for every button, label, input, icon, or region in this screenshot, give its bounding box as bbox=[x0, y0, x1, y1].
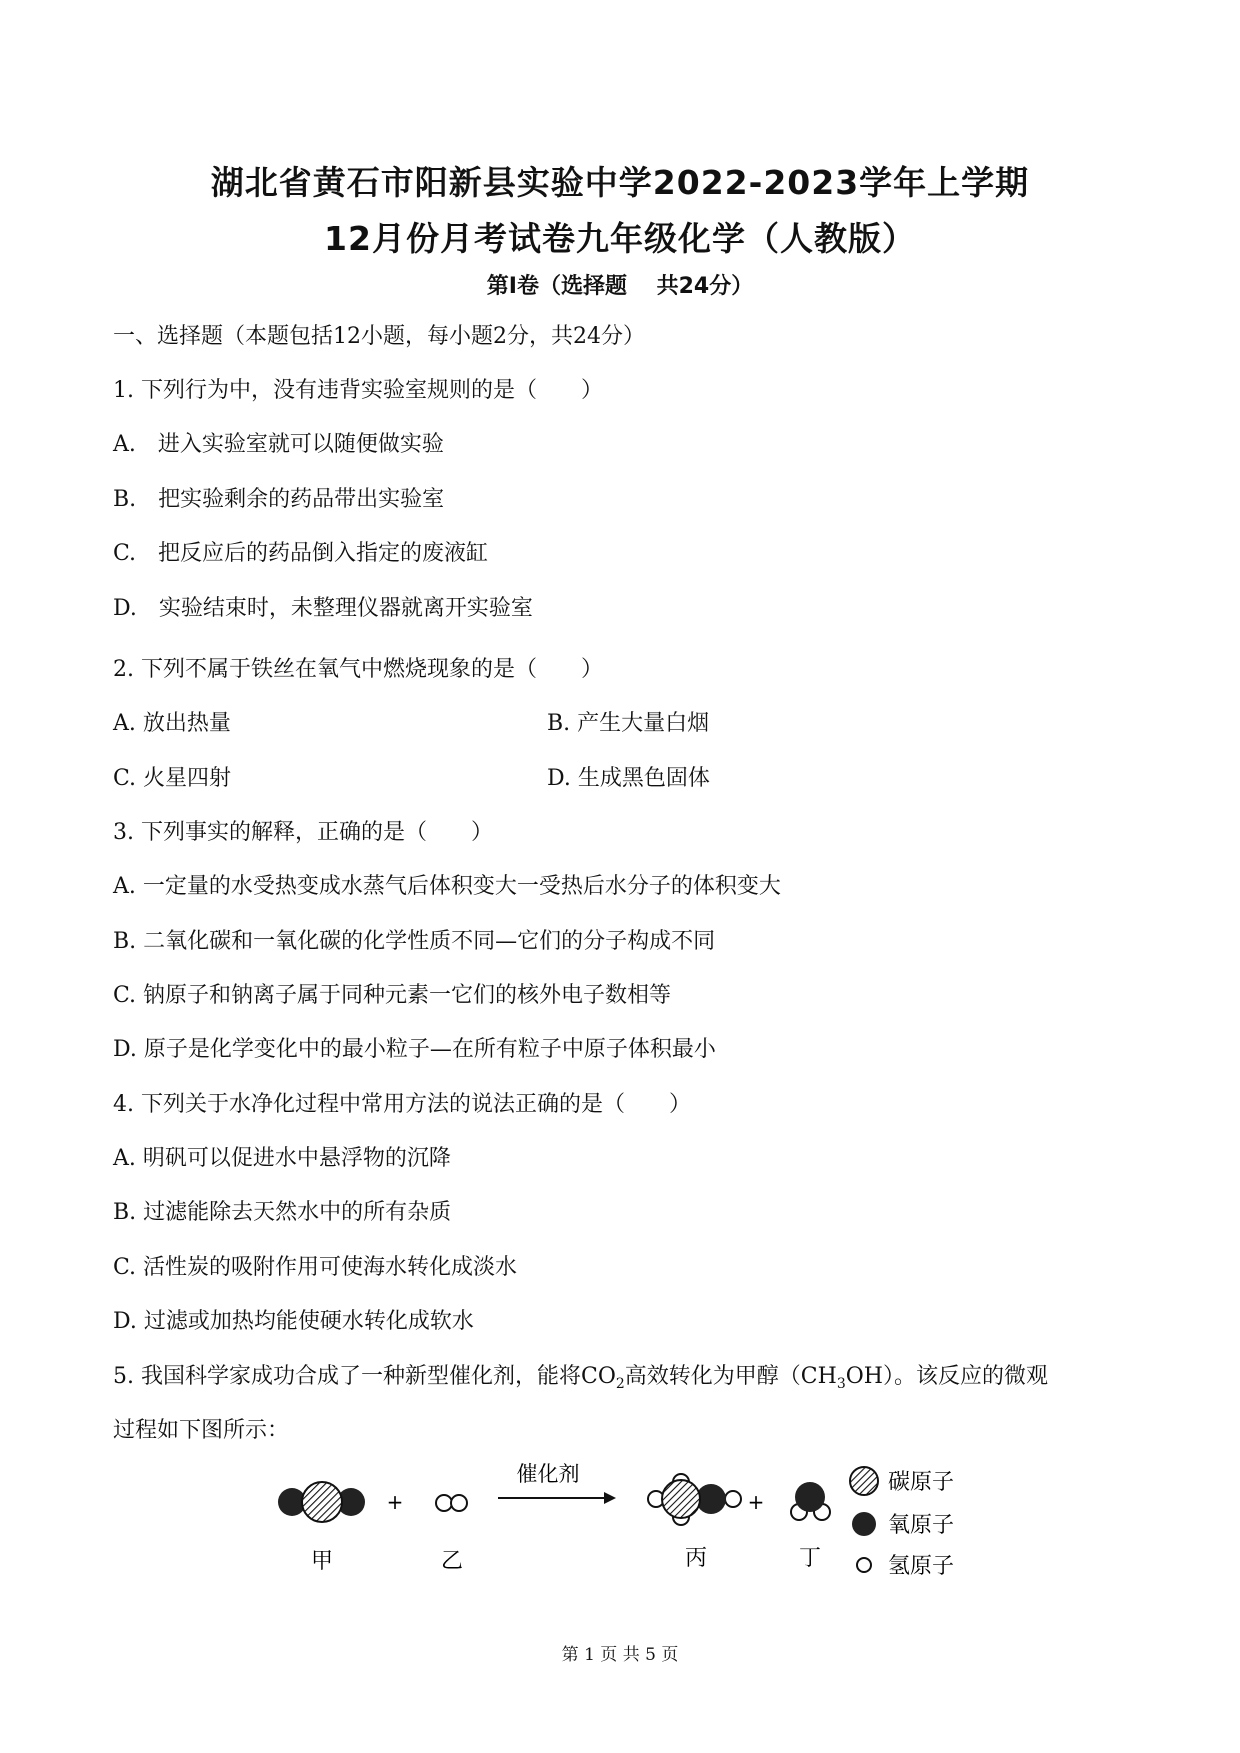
legend-hydrogen-swatch bbox=[857, 1558, 871, 1572]
section-header: 第Ⅰ卷（选择题 共24分） bbox=[486, 274, 754, 299]
molecule-yi-h2 bbox=[436, 1495, 467, 1511]
page-footer: 第 1 页 共 5 页 bbox=[561, 1645, 679, 1665]
legend-carbon-label: 碳原子 bbox=[888, 1470, 955, 1495]
question-4-option-c: C. 活性炭的吸附作用可使海水转化成淡水 bbox=[113, 1255, 518, 1280]
exam-title-line1: 湖北省黄石市阳新县实验中学2022-2023学年上学期 bbox=[210, 163, 1030, 202]
question-2-option-d: D. 生成黑色固体 bbox=[547, 766, 710, 791]
molecule-ding-h2o bbox=[791, 1482, 830, 1520]
molecule-jia-co2 bbox=[278, 1482, 365, 1522]
label-bing: 丙 bbox=[684, 1546, 708, 1571]
question-4-option-b: B. 过滤能除去天然水中的所有杂质 bbox=[113, 1200, 452, 1225]
legend-oxygen-swatch bbox=[852, 1512, 876, 1536]
question-2-stem: 2. 下列不属于铁丝在氧气中燃烧现象的是（ ） bbox=[113, 657, 603, 682]
question-4-option-d: D. 过滤或加热均能使硬水转化成软水 bbox=[113, 1309, 474, 1334]
question-2-option-b: B. 产生大量白烟 bbox=[547, 711, 710, 736]
question-5-stem bbox=[113, 1362, 1048, 1399]
exam-title-line2: 12月份月考试卷九年级化学（人教版） bbox=[324, 219, 916, 258]
question-3-option-c: C. 钠原子和钠离子属于同种元素一它们的核外电子数相等 bbox=[113, 983, 672, 1008]
question-5-text-part2: 高效转化为甲醇（CH bbox=[624, 1364, 837, 1389]
legend-hydrogen-label: 氢原子 bbox=[888, 1554, 955, 1579]
reaction-microscopic-diagram bbox=[0, 1455, 1240, 1595]
reaction-arrowhead bbox=[604, 1492, 616, 1504]
label-ding: 丁 bbox=[798, 1546, 822, 1571]
molecule-bing-ch3oh bbox=[648, 1474, 741, 1525]
question-3-option-a: A. 一定量的水受热变成水蒸气后体积变大一受热后水分子的体积变大 bbox=[113, 874, 781, 899]
question-1-option-a: A. 进入实验室就可以随便做实验 bbox=[113, 432, 444, 457]
question-3-option-d: D. 原子是化学变化中的最小粒子—在所有粒子中原子体积最小 bbox=[113, 1037, 716, 1062]
question-1-stem: 1. 下列行为中，没有违背实验室规则的是（ ） bbox=[113, 378, 603, 403]
legend-carbon-swatch bbox=[850, 1467, 878, 1495]
part-one-instruction: 一、选择题（本题包括12小题，每小题2分，共24分） bbox=[113, 324, 645, 349]
co2-subscript: 2 bbox=[615, 1376, 625, 1392]
question-4-option-a: A. 明矾可以促进水中悬浮物的沉降 bbox=[113, 1146, 451, 1171]
question-2-option-c: C. 火星四射 bbox=[113, 766, 232, 791]
catalyst-label: 催化剂 bbox=[516, 1462, 580, 1486]
question-3-stem: 3. 下列事实的解释，正确的是（ ） bbox=[113, 820, 493, 845]
question-5-stem-line2: 过程如下图所示： bbox=[113, 1418, 290, 1443]
label-jia: 甲 bbox=[310, 1549, 334, 1574]
plus-sign-1: + bbox=[386, 1490, 404, 1514]
label-yi: 乙 bbox=[440, 1549, 464, 1574]
question-2-option-a: A. 放出热量 bbox=[113, 711, 231, 736]
legend-oxygen-label: 氧原子 bbox=[888, 1513, 955, 1538]
legend bbox=[850, 1467, 954, 1579]
ch3-subscript: 3 bbox=[836, 1376, 846, 1392]
plus-sign-2: + bbox=[747, 1490, 765, 1514]
question-1-option-d: D. 实验结束时，未整理仪器就离开实验室 bbox=[113, 596, 533, 621]
question-1-option-b: B. 把实验剩余的药品带出实验室 bbox=[113, 487, 445, 512]
question-5-text-part3: OH）。该反应的微观 bbox=[845, 1364, 1048, 1389]
question-4-stem: 4. 下列关于水净化过程中常用方法的说法正确的是（ ） bbox=[113, 1092, 691, 1117]
question-1-option-c: C. 把反应后的药品倒入指定的废液缸 bbox=[113, 541, 489, 566]
question-3-option-b: B. 二氧化碳和一氧化碳的化学性质不同—它们的分子构成不同 bbox=[113, 929, 716, 954]
question-5-text-part1: 5. 我国科学家成功合成了一种新型催化剂，能将CO bbox=[113, 1364, 616, 1389]
